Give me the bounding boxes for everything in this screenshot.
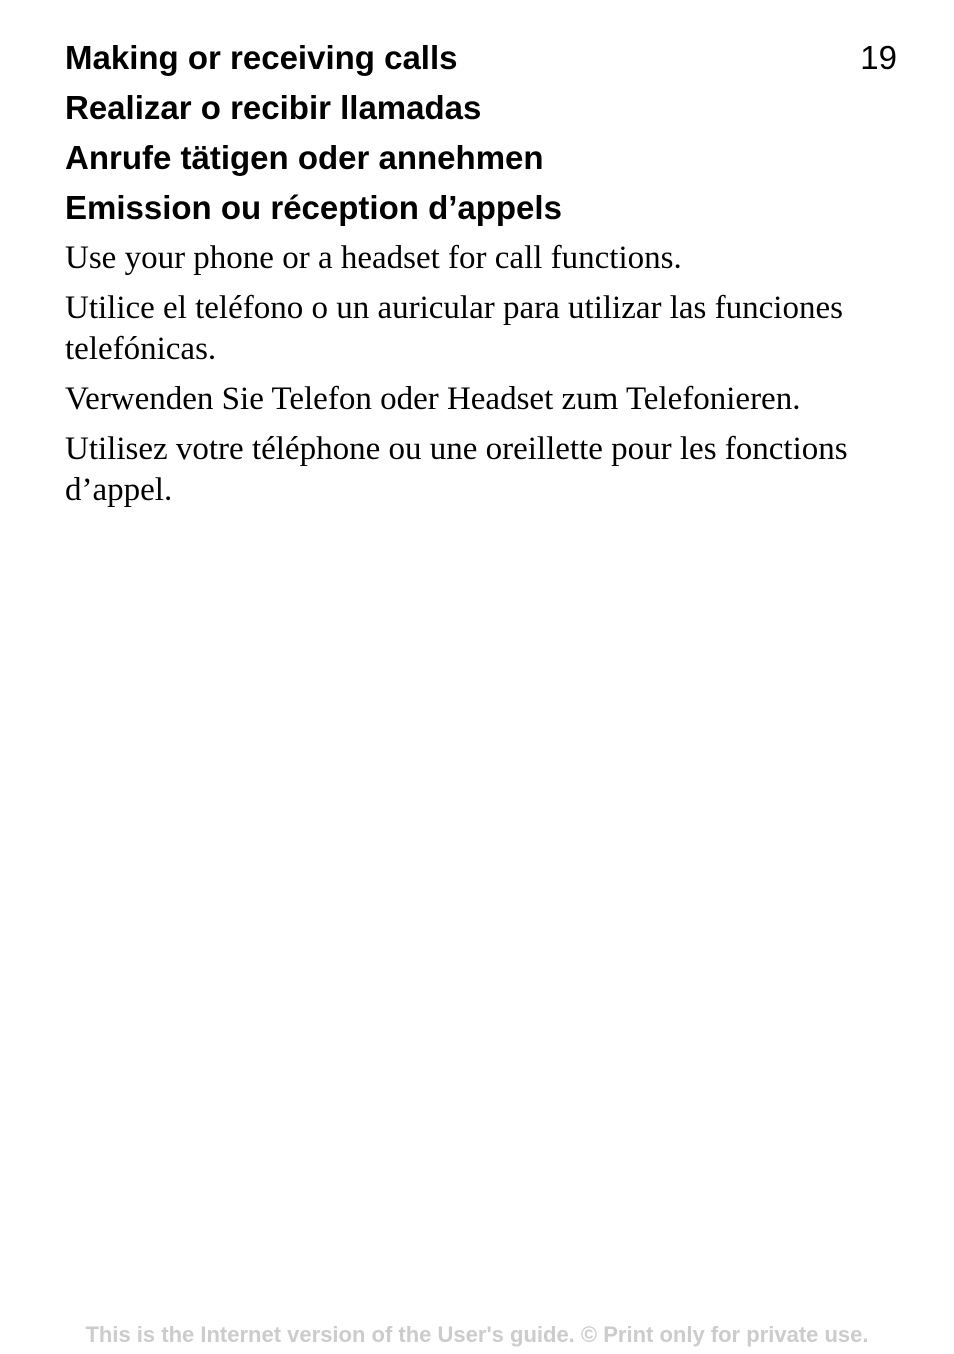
paragraph-spanish: Utilice el teléfono o un auricular para utilizar las funciones telefónicas. — [65, 290, 843, 367]
heading-french: Emission ou réception d’appels — [65, 189, 562, 226]
heading-spanish: Realizar o recibir llamadas — [65, 89, 482, 126]
page-number: 19 — [860, 39, 897, 76]
paragraph-french: Utilisez votre téléphone ou une oreillette pour les fonctions d’appel. — [65, 431, 848, 508]
heading-german: Anrufe tätigen oder annehmen — [65, 139, 544, 176]
paragraph-english: Use your phone or a headset for call functions. — [65, 240, 682, 276]
heading-english: Making or receiving calls — [65, 39, 458, 76]
paragraph-german: Verwenden Sie Telefon oder Headset zum Telefonieren. — [65, 381, 801, 417]
footer-notice: This is the Internet version of the User's guide. © Print only for private use. — [85, 1322, 869, 1347]
